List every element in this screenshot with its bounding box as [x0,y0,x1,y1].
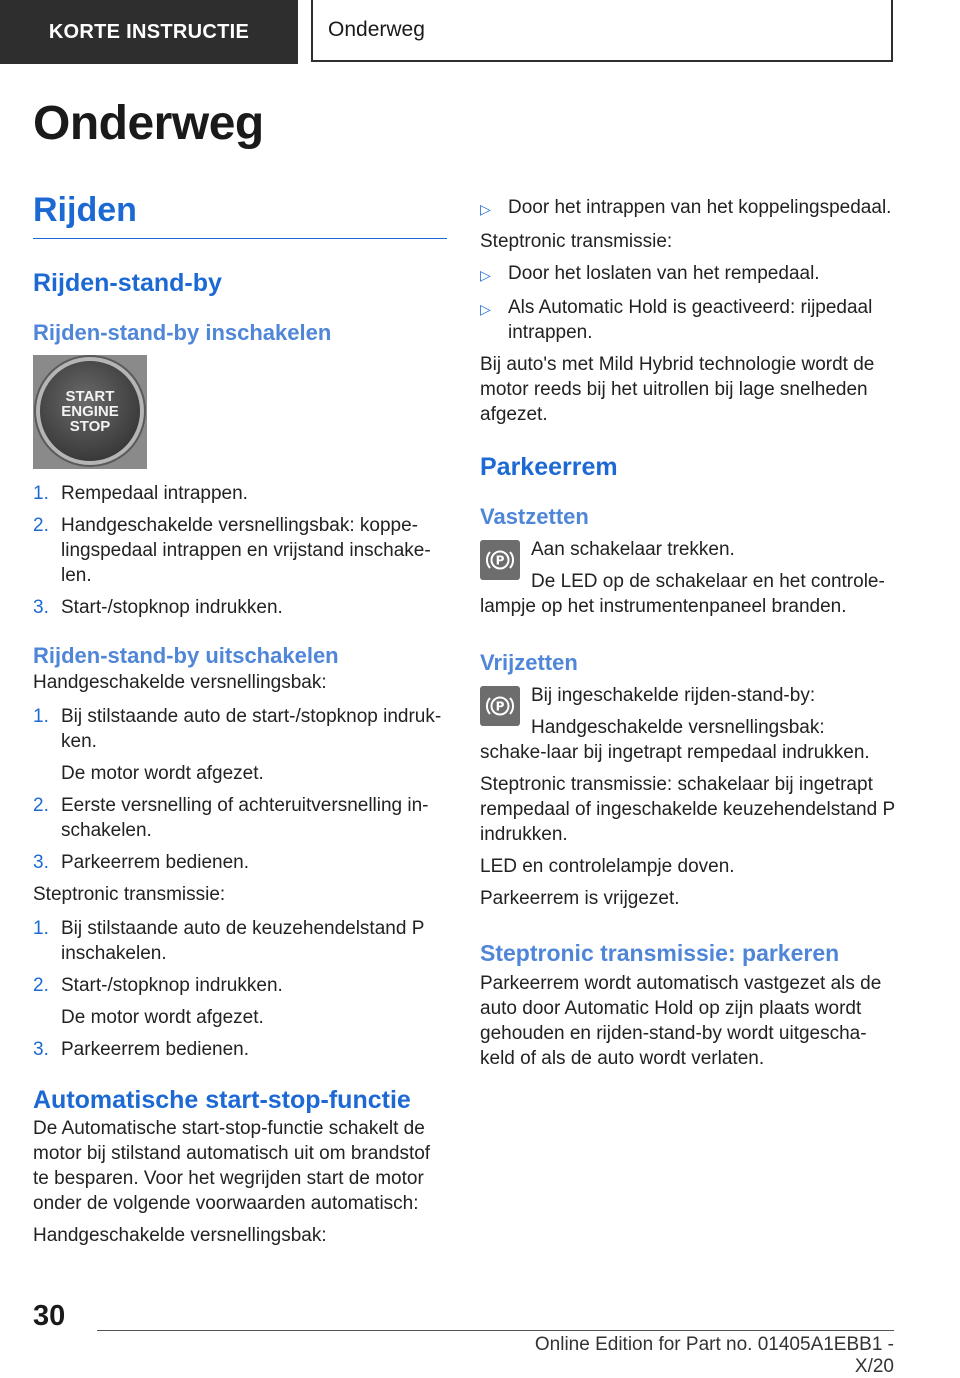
list-item [480,295,896,345]
inschakelen-steps [33,481,447,620]
list-item [33,704,447,754]
heading-rijden-stand-by: Rijden-stand-by [33,269,222,297]
manual-steps [33,704,447,875]
right-column [480,195,896,1071]
heading-auto-start-stop: Automatische start-stop-functie [33,1086,411,1114]
button-label-line3: STOP [69,418,111,435]
step-number: 1. [33,706,49,727]
step-number: 3. [33,597,49,618]
step-number: 2. [33,795,49,816]
steptronic-intro: Steptronic transmissie: [33,884,226,905]
button-label [33,389,147,434]
step-text: Parkeerrem bedienen. [61,852,249,873]
heading-uitschakelen: Rijden-stand-by uitschakelen [33,643,339,668]
step-number: 1. [33,918,49,939]
step-number: 1. [33,483,49,504]
heading-steptronic-parkeren: Steptronic transmissie: parkeren [480,940,840,966]
vrijzetten-step-4: LED en controlelampje doven. [480,856,735,877]
vrijzetten-step-1: Bij ingeschakelde rijden-stand-by: [531,685,816,706]
steptronic-steps [33,916,447,1062]
page-number: 30 [33,1300,66,1332]
list-item [480,261,896,288]
triangle-bullet-icon: ▷ [480,267,491,283]
chapter-tab: Onderweg [311,0,893,62]
vrijzetten-step-2: Handgeschakelde versnellingsbak: schake-laar bij ingetrapt rempedaal indrukken. [480,717,870,763]
bullet-text: Als Automatic Hold is geactiveerd: rijpedaal intrappen. [508,297,873,343]
step-text: Start-/stopknop indrukken. [61,975,283,996]
vastzetten-step-1: Aan schakelaar trekken. [531,539,735,560]
start-stop-button-image [33,355,147,469]
heading-vrijzetten: Vrijzetten [480,650,578,675]
vastzetten-block [480,537,896,619]
bullet-text: Door het intrappen van het koppelingspedaal. [508,197,892,218]
step-number: 3. [33,852,49,873]
list-item [33,1037,447,1062]
page-title: Onderweg [33,97,264,150]
heading-parkeerrem: Parkeerrem [480,453,618,481]
parking-brake-icon [480,540,520,580]
list-item [480,195,896,222]
steptronic-intro: Steptronic transmissie: [480,231,673,252]
steptronic-parkeren-text: Parkeerrem wordt automatisch vastgezet als de auto door Automatic Hold op zijn plaats wordt gehouden en rijden-stand-by wordt uitgescha-keld of als de auto wordt verlaten. [480,973,882,1069]
step-number: 2. [33,515,49,536]
auto-manual-intro: Handgeschakelde versnellingsbak: [33,1225,327,1246]
vrijzetten-block [480,683,896,765]
step-text: Rempedaal intrappen. [61,483,248,504]
list-item [33,595,447,620]
section-tab: KORTE INSTRUCTIE [0,0,298,64]
step-text: Eerste versnelling of achteruitversnelling in-schakelen. [61,795,429,841]
button-label-line2: ENGINE [61,403,119,420]
step-note: De motor wordt afgezet. [61,1007,264,1028]
heading-rijden: Rijden [33,190,447,239]
step-number: 3. [33,1039,49,1060]
step-text: Bij stilstaande auto de start-/stopknop indruk-ken. [61,706,442,752]
parking-brake-icon [480,686,520,726]
mild-hybrid-text: Bij auto's met Mild Hybrid technologie wordt de motor reeds bij het uitrollen bij lage snelheden afgezet. [480,354,875,425]
svg-text:P: P [495,699,505,714]
button-label-line1: START [65,388,115,405]
step-text: Start-/stopknop indrukken. [61,597,283,618]
left-column [33,190,447,1248]
edition-info: Online Edition for Part no. 01405A1EBB1 - X/20 [534,1334,894,1377]
list-item [33,793,447,843]
list-item [33,850,447,875]
triangle-bullet-icon: ▷ [480,201,491,217]
svg-text:P: P [495,553,505,568]
step-note: De motor wordt afgezet. [61,763,264,784]
step-number: 2. [33,975,49,996]
list-item [33,973,447,998]
step-text: Parkeerrem bedienen. [61,1039,249,1060]
vastzetten-step-2: De LED op de schakelaar en het controle-lampje op het instrumentenpaneel branden. [480,571,885,617]
step-text: Bij stilstaande auto de keuzehendelstand P inschakelen. [61,918,425,964]
heading-vastzetten: Vastzetten [480,504,589,529]
triangle-bullet-icon: ▷ [480,301,491,317]
vrijzetten-step-3: Steptronic transmissie: schakelaar bij ingetrapt rempedaal of ingeschakelde keuzehendelstand P indrukken. [480,774,895,845]
bullet-text: Door het loslaten van het rempedaal. [508,263,820,284]
footer-divider [97,1330,894,1331]
manual-intro: Handgeschakelde versnellingsbak: [33,672,327,693]
list-item [33,481,447,506]
vrijzetten-step-5: Parkeerrem is vrijgezet. [480,888,680,909]
heading-inschakelen: Rijden-stand-by inschakelen [33,320,332,345]
list-item [33,513,447,588]
list-item [33,916,447,966]
auto-start-stop-text: De Automatische start-stop-functie schakelt de motor bij stilstand automatisch uit om brandstof te besparen. Voor het wegrijden start de motor onder de volgende voorwaarden automatisch: [33,1118,431,1214]
step-text: Handgeschakelde versnellingsbak: koppe-lingspedaal intrappen en vrijstand inschake-len. [61,515,431,586]
